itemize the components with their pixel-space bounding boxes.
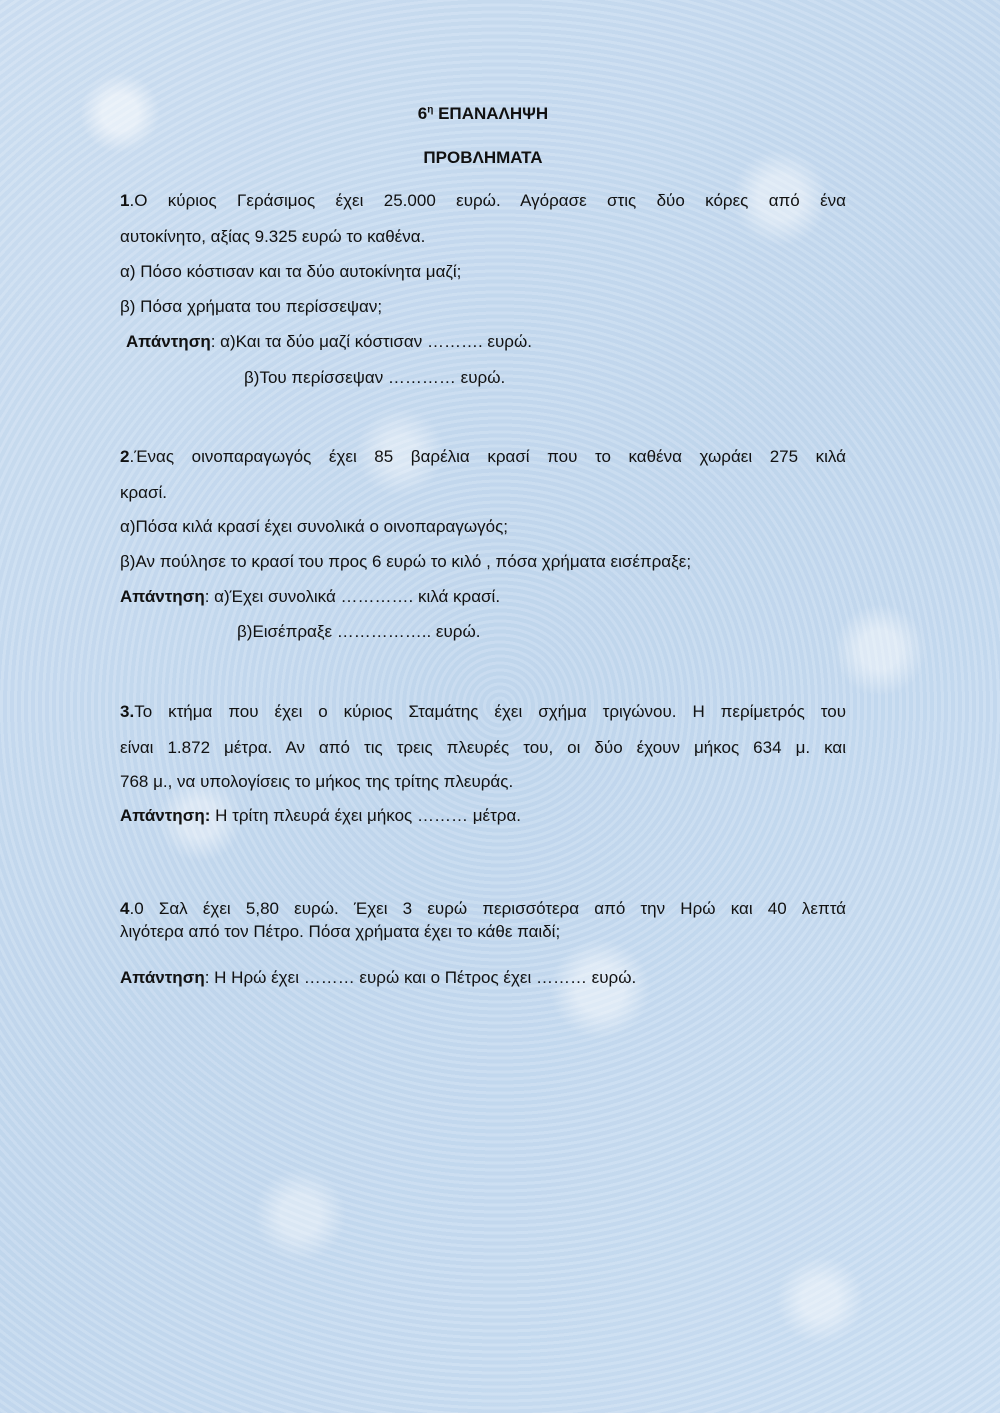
problem-2-question-a: α)Πόσα κιλά κρασί έχει συνολικά ο οινοπαραγωγός; [120, 517, 509, 536]
title-superscript: η [427, 104, 434, 116]
problem-2-number: 2 [120, 447, 130, 466]
problem-3-answer [120, 805, 846, 827]
problem-3-line-1 [120, 701, 846, 723]
page-subtitle: ΠΡΟΒΛΗΜΑΤΑ [423, 148, 543, 167]
problem-1-number: 1 [120, 191, 130, 210]
problem-2-answer-a-text: : α)Έχει συνολικά …………. κιλά κρασί. [204, 587, 501, 606]
problem-3-text-1: Το κτήμα που έχει ο κύριος Σταμάτης έχει σχήμα τριγώνου. Η περίμετρός του [134, 702, 846, 721]
problem-2-answer-a [120, 586, 846, 608]
problem-1-answer-label: Απάντηση [126, 332, 211, 351]
title-number: 6 [417, 104, 428, 123]
page-title [120, 104, 846, 124]
problem-3-answer-label: Απάντηση: [120, 806, 211, 825]
title-text: ΕΠΑΝΑΛΗΨΗ [433, 104, 549, 123]
problem-1-text-1: .Ο κύριος Γεράσιμος έχει 25.000 ευρώ. Αγόρασε στις δύο κόρες από ένα [129, 191, 846, 210]
problem-2-answer-b: β)Εισέπραξε …………….. ευρώ. [237, 622, 481, 641]
problem-1-answer-b: β)Του περίσσεψαν ………… ευρώ. [244, 368, 506, 387]
problem-2-line-2: κρασί. [120, 483, 167, 502]
problem-4-answer-label: Απάντηση [120, 968, 205, 987]
problem-1-question-b: β) Πόσα χρήματα του περίσσεψαν; [120, 297, 383, 316]
problem-4-number: 4 [120, 899, 130, 918]
problem-1-line-1 [120, 190, 846, 212]
problem-3-line-2: είναι 1.872 μέτρα. Αν από τις τρεις πλευρές του, οι δύο έχουν μήκος 634 μ. και [120, 738, 846, 757]
problem-1-line-2: αυτοκίνητο, αξίας 9.325 ευρώ το καθένα. [120, 227, 426, 246]
problem-2-line-1 [120, 446, 846, 468]
problem-1-question-a: α) Πόσο κόστισαν και τα δύο αυτοκίνητα μαζί; [120, 262, 462, 281]
problem-2-question-b: β)Αν πούλησε το κρασί του προς 6 ευρώ το κιλό , πόσα χρήματα εισέπραξε; [120, 552, 692, 571]
problem-4-line-2: λιγότερα από τον Πέτρο. Πόσα χρήματα έχει το κάθε παιδί; [120, 922, 561, 941]
problem-2-text-1: .Ένας οινοπαραγωγός έχει 85 βαρέλια κρασί που το καθένα χωράει 275 κιλά [129, 447, 846, 466]
problem-3-number: 3. [120, 702, 135, 721]
problem-4-answer [120, 967, 846, 989]
problem-3-answer-text: Η τρίτη πλευρά έχει μήκος ……… μέτρα. [210, 806, 522, 825]
problem-1-answer-a [126, 331, 852, 353]
problem-3-line-3: 768 μ., να υπολογίσεις το μήκος της τρίτης πλευράς. [120, 772, 514, 791]
problem-1-answer-a-text: : α)Και τα δύο μαζί κόστισαν ………. ευρώ. [210, 332, 532, 351]
problem-4-line-1 [120, 898, 846, 920]
problem-2-answer-label: Απάντηση [120, 587, 205, 606]
problem-4-answer-text: : Η Ηρώ έχει ……… ευρώ και ο Πέτρος έχει ……… ευρώ. [204, 968, 637, 987]
problem-4-text-1: .0 Σαλ έχει 5,80 ευρώ. Έχει 3 ευρώ περισσότερα από την Ηρώ και 40 λεπτά [129, 899, 846, 918]
